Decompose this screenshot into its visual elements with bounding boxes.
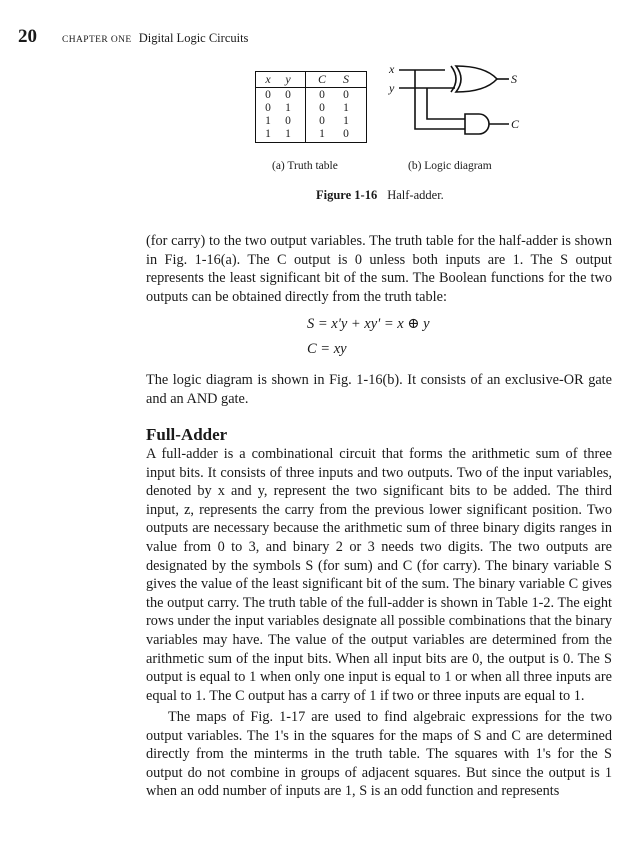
header-s: S — [343, 72, 349, 86]
cell: 1 — [265, 128, 271, 140]
section-heading: Full-Adder — [146, 425, 228, 444]
cell: 0 — [285, 115, 291, 127]
wire-x-to-and — [415, 70, 465, 129]
cell: 0 — [319, 89, 325, 101]
cell: 1 — [285, 128, 291, 140]
cell: 1 — [343, 115, 349, 127]
paragraph-maps: The maps of Fig. 1-17 are used to find algebraic expressions for the two output variables. The 1's in the squares for the maps of S and C are determined directly from the minterms in the truth table. The squares with 1's for the S output do not combine in groups of adjacent squares. But since the output is 1 when an odd number of inputs are 1, S is an odd function and represents — [146, 709, 612, 800]
paragraph-full-adder: A full-adder is a combinational circuit that forms the arithmetic sum of three input bits. It consists of three inputs and two outputs. Two of the input variables, denoted by x and y, represent the two significant bits to be added. The third input, z, represents the carry from the previous lower significant position. Two outputs are necessary because the arithmetic sum of three binary digits ranges in value from 0 to 3, and binary 2 or 3 needs two digits. The two outputs are designated by the symbols S (for sum) and C (for carry). The binary variable S gives the value of the least significant bit of the sum. The binary variable C gives the output carry. The truth table of the full-adder is shown in Table 1-2. The eight rows under the input variables designate all possible combinations that the binary variables may have. The value of the output variables are determined from the arithmetic sum of the input bits. When all input bits are 0, the output is 0. The S output is equal to 1 when only one input is equal to 1 or when all three inputs are equal to 1. The C output has a carry of 1 if two or three inputs are equal to 1. — [146, 446, 612, 704]
header-y: y — [285, 72, 291, 86]
input-y-label: y — [389, 81, 395, 95]
logic-diagram — [385, 62, 525, 152]
equation-carry: C = xy — [307, 341, 347, 357]
cell: 0 — [265, 102, 271, 114]
equation-sum: S = x'y + xy' = x ⊕ y — [307, 316, 430, 332]
header-c: C — [317, 72, 326, 86]
cell: 1 — [343, 102, 349, 114]
figure-label: Figure 1-16 — [316, 188, 378, 202]
figure-title: Half-adder. — [387, 188, 444, 202]
table-divider — [305, 72, 306, 142]
cell: 0 — [265, 89, 271, 101]
cell: 0 — [343, 89, 349, 101]
cell: 0 — [285, 89, 291, 101]
paragraph-logic-diagram: The logic diagram is shown in Fig. 1-16(b). It consists of an exclusive-OR gate and an AND gate. — [146, 372, 612, 407]
page-number: 20 — [18, 26, 37, 47]
input-x-label: x — [389, 62, 395, 76]
truth-table — [255, 71, 367, 143]
cell: 1 — [265, 115, 271, 127]
cell: 1 — [319, 128, 325, 140]
output-c-label: C — [511, 117, 520, 131]
cell: 1 — [285, 102, 291, 114]
chapter-label: CHAPTER ONE — [62, 35, 132, 45]
caption-logic-diagram: (b) Logic diagram — [408, 160, 492, 172]
table-header-rule — [256, 87, 366, 88]
paragraph-half-adder: (for carry) to the two output variables. The truth table for the half-adder is shown in Fig. 1-16(a). The C output is 0 unless both inputs are 1. The S output represents the least significant bit of the sum. The Boolean functions for the two outputs can be obtained directly from the truth table: — [146, 233, 612, 305]
output-s-label: S — [511, 72, 517, 86]
and-gate — [465, 114, 489, 134]
figure-caption — [316, 188, 444, 203]
cell: 0 — [319, 115, 325, 127]
cell: 0 — [319, 102, 325, 114]
header-x: x — [265, 72, 271, 86]
caption-truth-table: (a) Truth table — [272, 160, 338, 172]
running-head — [62, 31, 248, 46]
xor-gate — [456, 66, 497, 92]
cell: 0 — [343, 128, 349, 140]
chapter-title: Digital Logic Circuits — [138, 31, 249, 45]
